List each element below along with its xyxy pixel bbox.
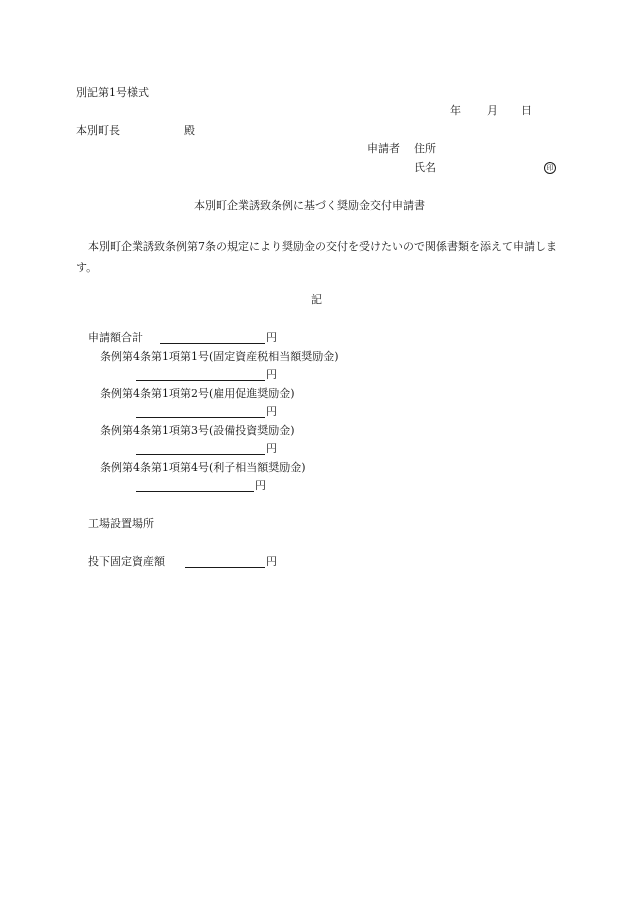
investment-amount-field[interactable]: [185, 567, 265, 568]
item-3-label: 条例第4条第1項第3号(設備投資奨励金): [100, 424, 295, 437]
applicant-label: 申請者: [367, 142, 400, 155]
item-3-amount-field[interactable]: [136, 454, 265, 455]
item-4-label: 条例第4条第1項第4号(利子相当額奨励金): [100, 461, 306, 474]
item-2-amount-field[interactable]: [136, 417, 265, 418]
addressee-honorific: 殿: [184, 124, 195, 137]
item-2-label: 条例第4条第1項第2号(雇用促進奨励金): [100, 387, 295, 400]
applicant-name-label: 氏名: [414, 161, 436, 174]
investment-label: 投下固定資産額: [88, 555, 165, 568]
item-1-amount-field[interactable]: [136, 380, 265, 381]
item-4-unit: 円: [255, 479, 266, 492]
item-4-amount-field[interactable]: [136, 491, 254, 492]
seal-mark: 印: [544, 162, 556, 174]
total-unit: 円: [266, 331, 277, 344]
form-label: 別記第1号様式: [76, 86, 149, 99]
investment-unit: 円: [266, 555, 277, 568]
total-label: 申請額合計: [88, 331, 143, 344]
addressee-name: 本別町長: [76, 124, 120, 137]
factory-location-label: 工場設置場所: [88, 517, 154, 530]
body-paragraph: 本別町企業誘致条例第7条の規定により奨励金の交付を受けたいので関係書類を添えて申請します。: [76, 240, 557, 274]
item-2-unit: 円: [266, 405, 277, 418]
item-3-unit: 円: [266, 442, 277, 455]
document-title: 本別町企業誘致条例に基づく奨励金交付申請書: [194, 199, 425, 212]
ki-heading: 記: [311, 293, 322, 306]
date-year-label: 年: [450, 104, 461, 117]
item-1-unit: 円: [266, 368, 277, 381]
item-1-label: 条例第4条第1項第1号(固定資産税相当額奨励金): [100, 350, 339, 363]
date-day-label: 日: [521, 104, 532, 117]
applicant-address-label: 住所: [414, 142, 436, 155]
total-amount-field[interactable]: [160, 343, 265, 344]
date-month-label: 月: [487, 104, 498, 117]
